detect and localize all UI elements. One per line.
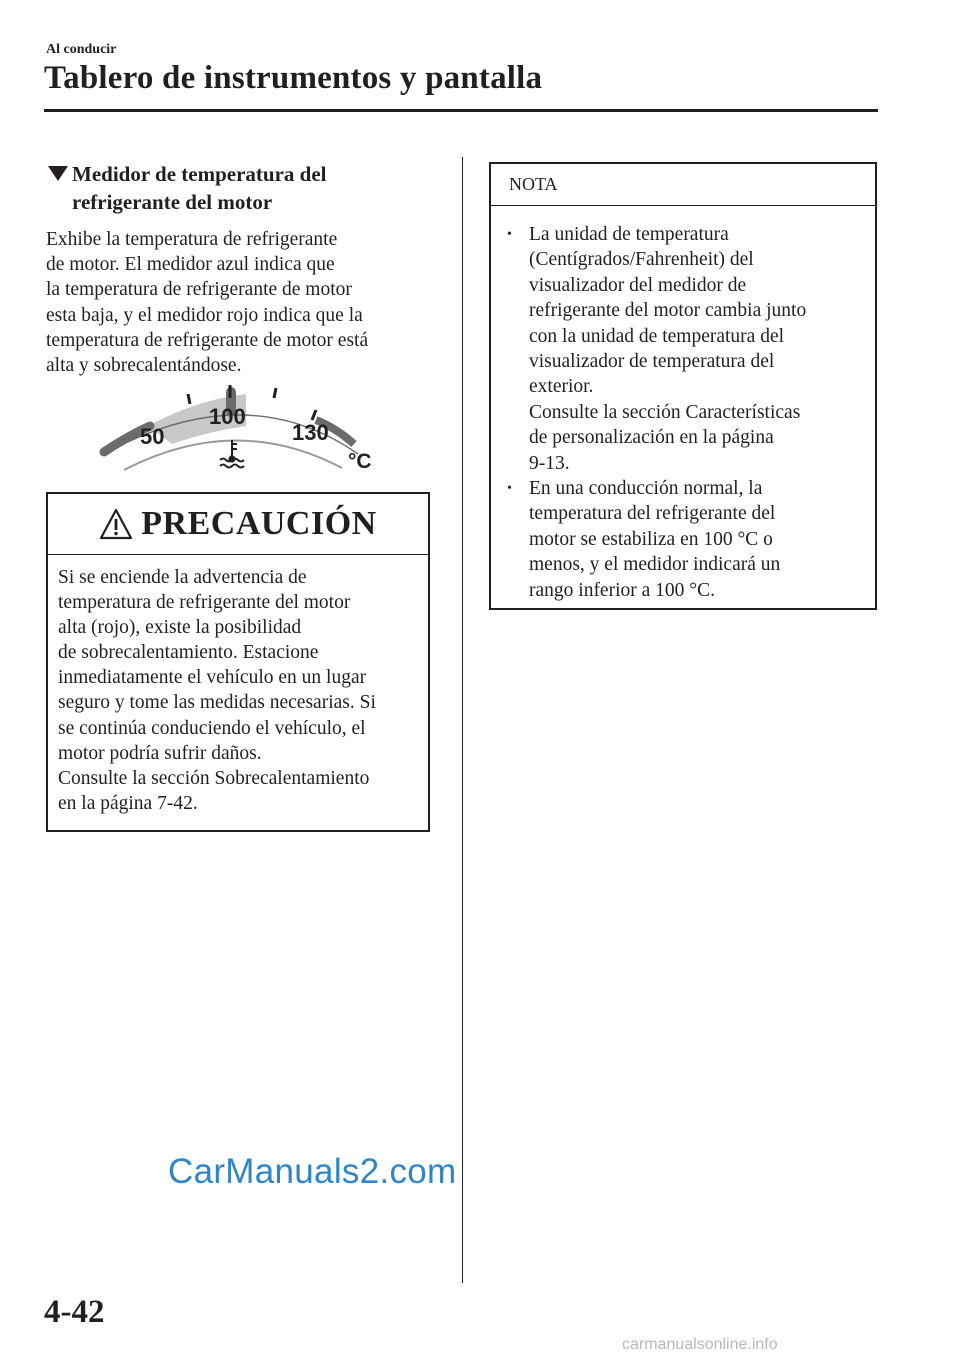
footer-watermark: carmanualsonline.info [622, 1336, 778, 1353]
caution-line: Consulte la sección Sobrecalentamiento [58, 767, 370, 789]
gauge-tick [188, 394, 190, 404]
caution-line: inmediatamente el vehículo en un lugar [58, 667, 367, 689]
note-line: visualizador de temperatura del [529, 351, 775, 373]
note-item [507, 476, 867, 603]
column-divider [462, 157, 463, 1283]
intro-line: esta baja, y el medidor rojo indica que la [46, 304, 363, 326]
chapter-title: Tablero de instrumentos y pantalla [44, 60, 543, 96]
note-list [507, 222, 867, 603]
note-line: La unidad de temperatura [529, 224, 729, 245]
note-line: 9-13. [529, 452, 570, 474]
intro-line: temperatura de refrigerante de motor está [46, 329, 369, 351]
note-line: menos, y el medidor indicará un [529, 554, 781, 576]
subsection-heading [48, 160, 448, 216]
intro-line: de motor. El medidor azul indica que [46, 254, 335, 276]
note-header [491, 164, 875, 206]
note-line: Consulte la sección Características [529, 401, 801, 423]
caution-line: motor podría sufrir daños. [58, 742, 262, 764]
note-line: refrigerante del motor cambia junto [529, 300, 807, 322]
note-box [489, 162, 877, 610]
coolant-temperature-gauge [96, 382, 396, 474]
note-line: temperatura del refrigerante del [529, 503, 776, 525]
caution-header [48, 494, 428, 555]
triangle-bullet-icon [48, 166, 68, 181]
caution-line: temperatura de refrigerante del motor [58, 592, 351, 614]
note-line: (Centígrados/Fahrenheit) del [529, 249, 754, 271]
caution-line: Si se enciende la advertencia de [58, 567, 307, 588]
section-label: Al conducir [46, 42, 117, 57]
watermark-link[interactable]: CarManuals2.com [168, 1152, 457, 1191]
caution-line: seguro y tome las medidas necesarias. Si [58, 692, 376, 714]
note-line: rango inferior a 100 °C. [529, 579, 715, 601]
bullet: • [507, 227, 512, 242]
caution-text [58, 565, 430, 816]
warning-triangle-icon [99, 508, 133, 540]
caution-line: se continúa conduciendo el vehículo, el [58, 717, 366, 739]
gauge-unit-label: °C [348, 450, 372, 473]
note-line: En una conducción normal, la [529, 478, 763, 500]
page-number: 4-42 [44, 1294, 105, 1330]
intro-paragraph [46, 227, 436, 378]
note-item [507, 222, 867, 476]
intro-line: la temperatura de refrigerante de motor [46, 279, 352, 301]
note-title: NOTA [509, 174, 558, 194]
header-rule [44, 109, 878, 112]
gauge-tick [274, 388, 276, 398]
gauge-label-100: 100 [209, 404, 246, 429]
bullet: • [507, 481, 512, 497]
note-line: visualizador del medidor de [529, 274, 747, 296]
caution-line: en la página 7-42. [58, 792, 198, 814]
caution-line: de sobrecalentamiento. Estacione [58, 642, 319, 664]
gauge-tick [312, 410, 316, 420]
caution-box [46, 492, 430, 832]
gauge-label-50: 50 [140, 424, 165, 449]
intro-line: alta y sobrecalentándose. [46, 355, 242, 377]
caution-title: PRECAUCIÓN [141, 505, 377, 542]
note-line: exterior. [529, 376, 594, 398]
intro-line: Exhibe la temperatura de refrigerante [46, 229, 338, 250]
heading-line-2: refrigerante del motor [72, 190, 273, 214]
coolant-temperature-icon [220, 440, 244, 468]
heading-line-1: Medidor de temperatura del [72, 162, 327, 186]
note-line: de personalización en la página [529, 427, 774, 449]
caution-line: alta (rojo), existe la posibilidad [58, 617, 302, 639]
gauge-label-130: 130 [292, 420, 329, 445]
note-line: motor se estabiliza en 100 °C o [529, 528, 773, 550]
note-line: con la unidad de temperatura del [529, 325, 785, 347]
